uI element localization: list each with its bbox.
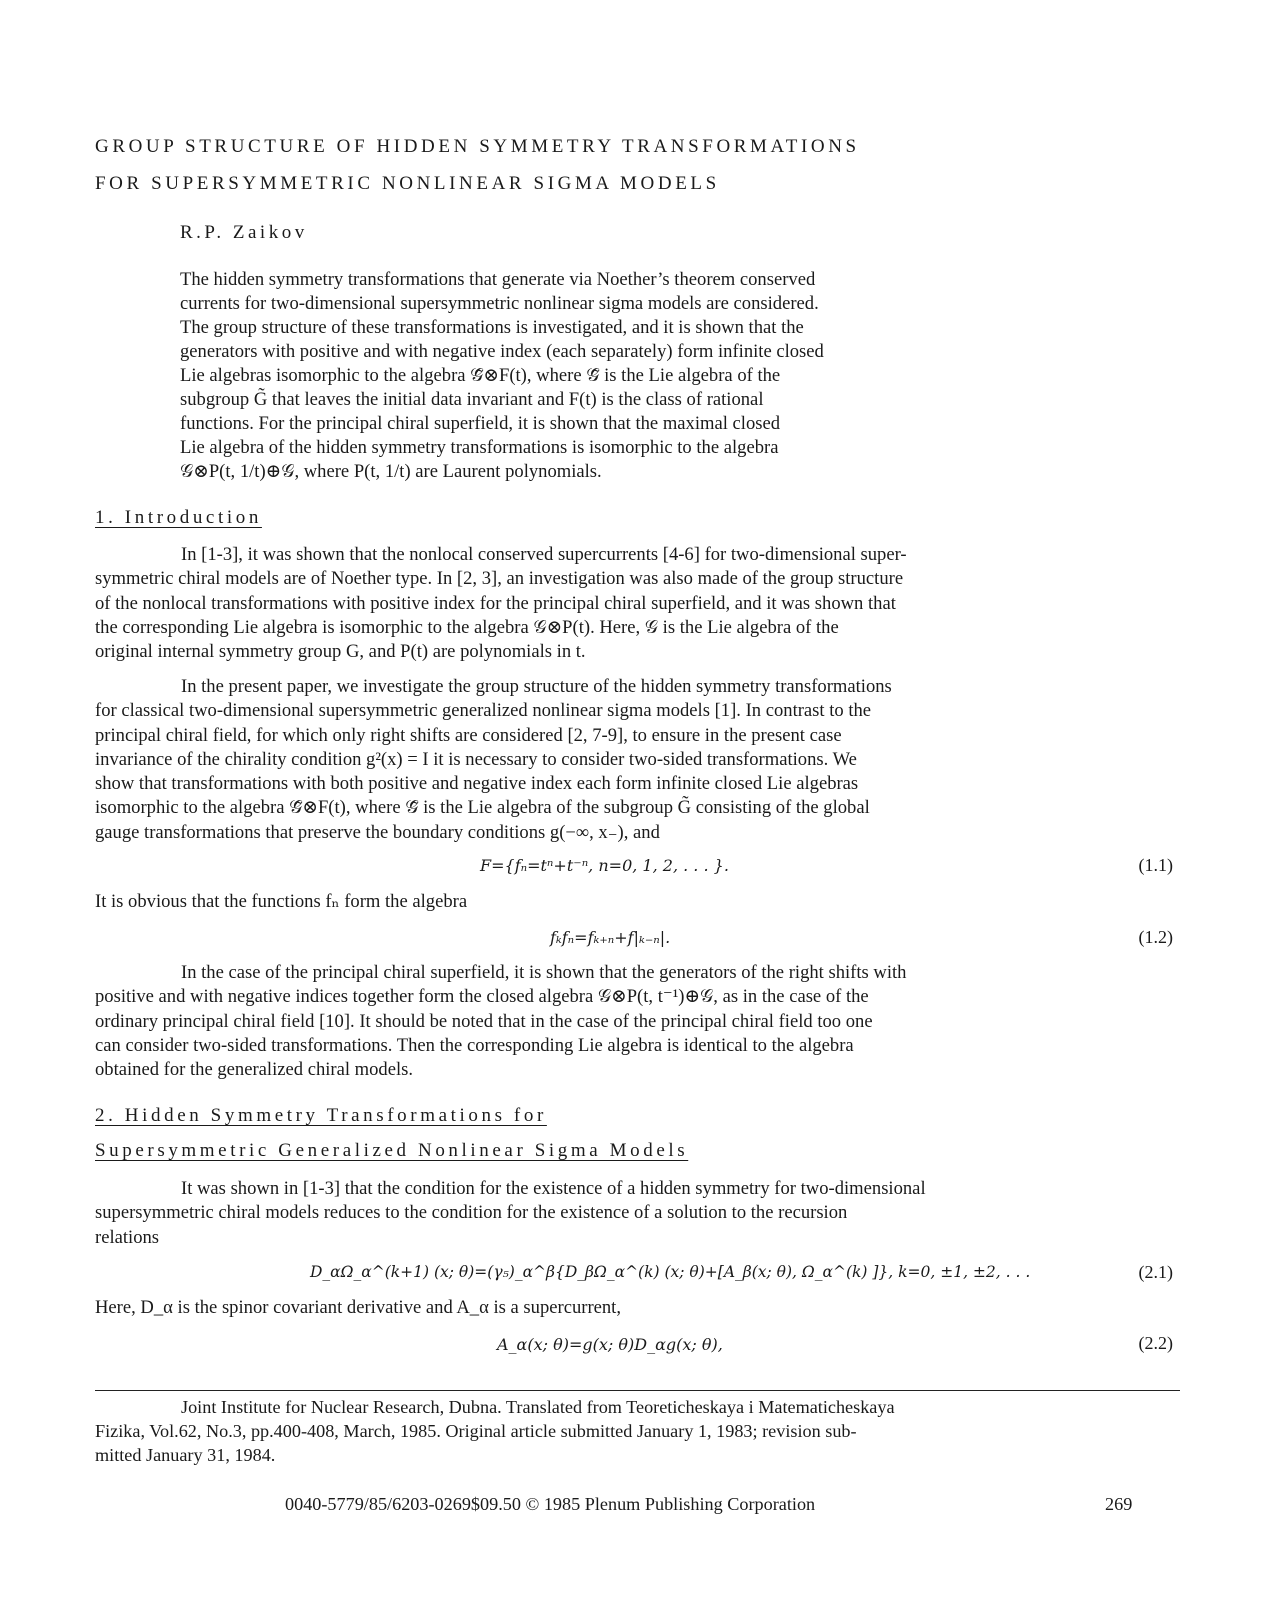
- section-2-heading-line-2: Supersymmetric Generalized Nonlinear Sigma Models: [95, 1140, 689, 1161]
- page-number: 269: [1105, 1494, 1133, 1514]
- abstract-line: currents for two-dimensional supersymmetric nonlinear sigma models are considered.: [180, 293, 819, 314]
- text-line: original internal symmetry group G, and P(t) are polynomials in t.: [95, 641, 586, 663]
- equation-number: (2.2): [1138, 1333, 1173, 1353]
- equation-1-1: F={fₙ=tⁿ+t⁻ⁿ, n=0, 1, 2, . . . }.: [480, 856, 729, 875]
- text-line: the corresponding Lie algebra is isomorphic to the algebra 𝒢⊗P(t). Here, 𝒢 is the Lie algebra of the: [95, 616, 839, 638]
- text-line: can consider two-sided transformations. Then the corresponding Lie algebra is identical to the algebra: [95, 1034, 854, 1056]
- text-line: of the nonlocal transformations with positive index for the principal chiral superfield, and it was shown that: [95, 592, 896, 614]
- equation-number: (2.1): [1138, 1262, 1173, 1282]
- text-line: In the case of the principal chiral superfield, it is shown that the generators of the right shifts with: [181, 962, 907, 983]
- section-1-paragraph-2: [95, 675, 1175, 845]
- author: R.P. Zaikov: [180, 222, 308, 243]
- equation-2-2: A_α(x; θ)=g(x; θ)D_αg(x; θ),: [497, 1335, 723, 1354]
- abstract-line: The hidden symmetry transformations that generate via Noether’s theorem conserved: [180, 269, 816, 290]
- paper-title-line-2: FOR SUPERSYMMETRIC NONLINEAR SIGMA MODELS: [95, 173, 720, 194]
- abstract-line: generators with positive and with negative index (each separately) form infinite closed: [180, 341, 824, 362]
- text-line: invariance of the chirality condition g²(x) = I it is necessary to consider two-sided transformations. We: [95, 748, 857, 770]
- equation-2-1: D_αΩ_α^(k+1) (x; θ)=(γ₅)_α^β{D_βΩ_α^(k) (x; θ)+[A_β(x; θ), Ω_α^(k) ]}, k=0, ±1, ±2, . . .: [310, 1263, 1031, 1281]
- footnote-divider: [95, 1390, 1180, 1391]
- text-line: ordinary principal chiral field [10]. It should be noted that in the case of the principal chiral field too one: [95, 1010, 873, 1032]
- abstract-line: The group structure of these transformations is investigated, and it is shown that the: [180, 317, 804, 338]
- footnote-line: Fizika, Vol.62, No.3, pp.400-408, March, 1985. Original article submitted January 1, 1983; revision sub-: [95, 1421, 857, 1441]
- footnote-line: Joint Institute for Nuclear Research, Dubna. Translated from Teoreticheskaya i Matematicheskaya: [181, 1397, 895, 1417]
- equation-number: (1.2): [1138, 927, 1173, 947]
- text-line: symmetric chiral models are of Noether type. In [2, 3], an investigation was also made of the group structure: [95, 568, 904, 590]
- footnote: [95, 1395, 1185, 1467]
- footnote-line: mitted January 31, 1984.: [95, 1445, 276, 1465]
- text-line: isomorphic to the algebra 𝒢̃⊗F(t), where 𝒢̃ is the Lie algebra of the subgroup G̃ consisting of the global: [95, 797, 870, 819]
- text-line: It is obvious that the functions fₙ form the algebra: [95, 891, 468, 912]
- abstract: [180, 268, 1020, 484]
- equation-1-2: fₖfₙ=fₖ₊ₙ+f|ₖ₋ₙ|.: [550, 928, 671, 947]
- copyright-line: 0040-5779/85/6203-0269$09.50 © 1985 Plenum Publishing Corporation: [285, 1494, 816, 1514]
- equation-number: (1.1): [1138, 855, 1173, 875]
- abstract-line: subgroup G̃ that leaves the initial data invariant and F(t) is the class of rational: [180, 389, 764, 410]
- paper-title-line-1: GROUP STRUCTURE OF HIDDEN SYMMETRY TRANSFORMATIONS: [95, 136, 860, 157]
- text-line: Here, D_α is the spinor covariant derivative and A_α is a supercurrent,: [95, 1297, 621, 1318]
- section-2-heading-line-1: 2. Hidden Symmetry Transformations for: [95, 1105, 547, 1126]
- abstract-line: Lie algebras isomorphic to the algebra 𝒢̃⊗F(t), where 𝒢̃ is the Lie algebra of the: [180, 365, 781, 386]
- text-line: for classical two-dimensional supersymmetric generalized nonlinear sigma models [1]. In contrast to the: [95, 700, 872, 722]
- text-line: relations: [95, 1226, 160, 1248]
- text-line: In the present paper, we investigate the group structure of the hidden symmetry transformations: [181, 676, 892, 697]
- text-line: In [1-3], it was shown that the nonlocal conserved supercurrents [4-6] for two-dimensional super-: [181, 544, 907, 565]
- text-line: show that transformations with both positive and negative index each form infinite closed Lie algebras: [95, 773, 859, 795]
- text-line: principal chiral field, for which only right shifts are considered [2, 7-9], to ensure in the present case: [95, 724, 842, 746]
- abstract-line: Lie algebra of the hidden symmetry transformations is isomorphic to the algebra: [180, 437, 779, 458]
- text-line: obtained for the generalized chiral models.: [95, 1059, 414, 1081]
- text-line: [95, 890, 1175, 914]
- abstract-line: functions. For the principal chiral superfield, it is shown that the maximal closed: [180, 413, 781, 434]
- text-line: positive and with negative indices together form the closed algebra 𝒢⊗P(t, t⁻¹)⊕𝒢, as in the case of the: [95, 986, 869, 1008]
- text-line: [95, 1296, 1175, 1320]
- abstract-line: 𝒢⊗P(t, 1/t)⊕𝒢, where P(t, 1/t) are Laurent polynomials.: [180, 461, 602, 482]
- section-2-paragraph-1: [95, 1177, 1175, 1250]
- text-line: It was shown in [1-3] that the condition for the existence of a hidden symmetry for two-dimensional: [181, 1178, 926, 1199]
- text-line: supersymmetric chiral models reduces to the condition for the existence of a solution to the recursion: [95, 1202, 848, 1224]
- text-line: gauge transformations that preserve the boundary conditions g(−∞, x₋), and: [95, 821, 660, 843]
- section-1-paragraph-1: [95, 543, 1175, 664]
- section-1-heading: 1. Introduction: [95, 507, 262, 528]
- section-1-paragraph-3: [95, 961, 1175, 1082]
